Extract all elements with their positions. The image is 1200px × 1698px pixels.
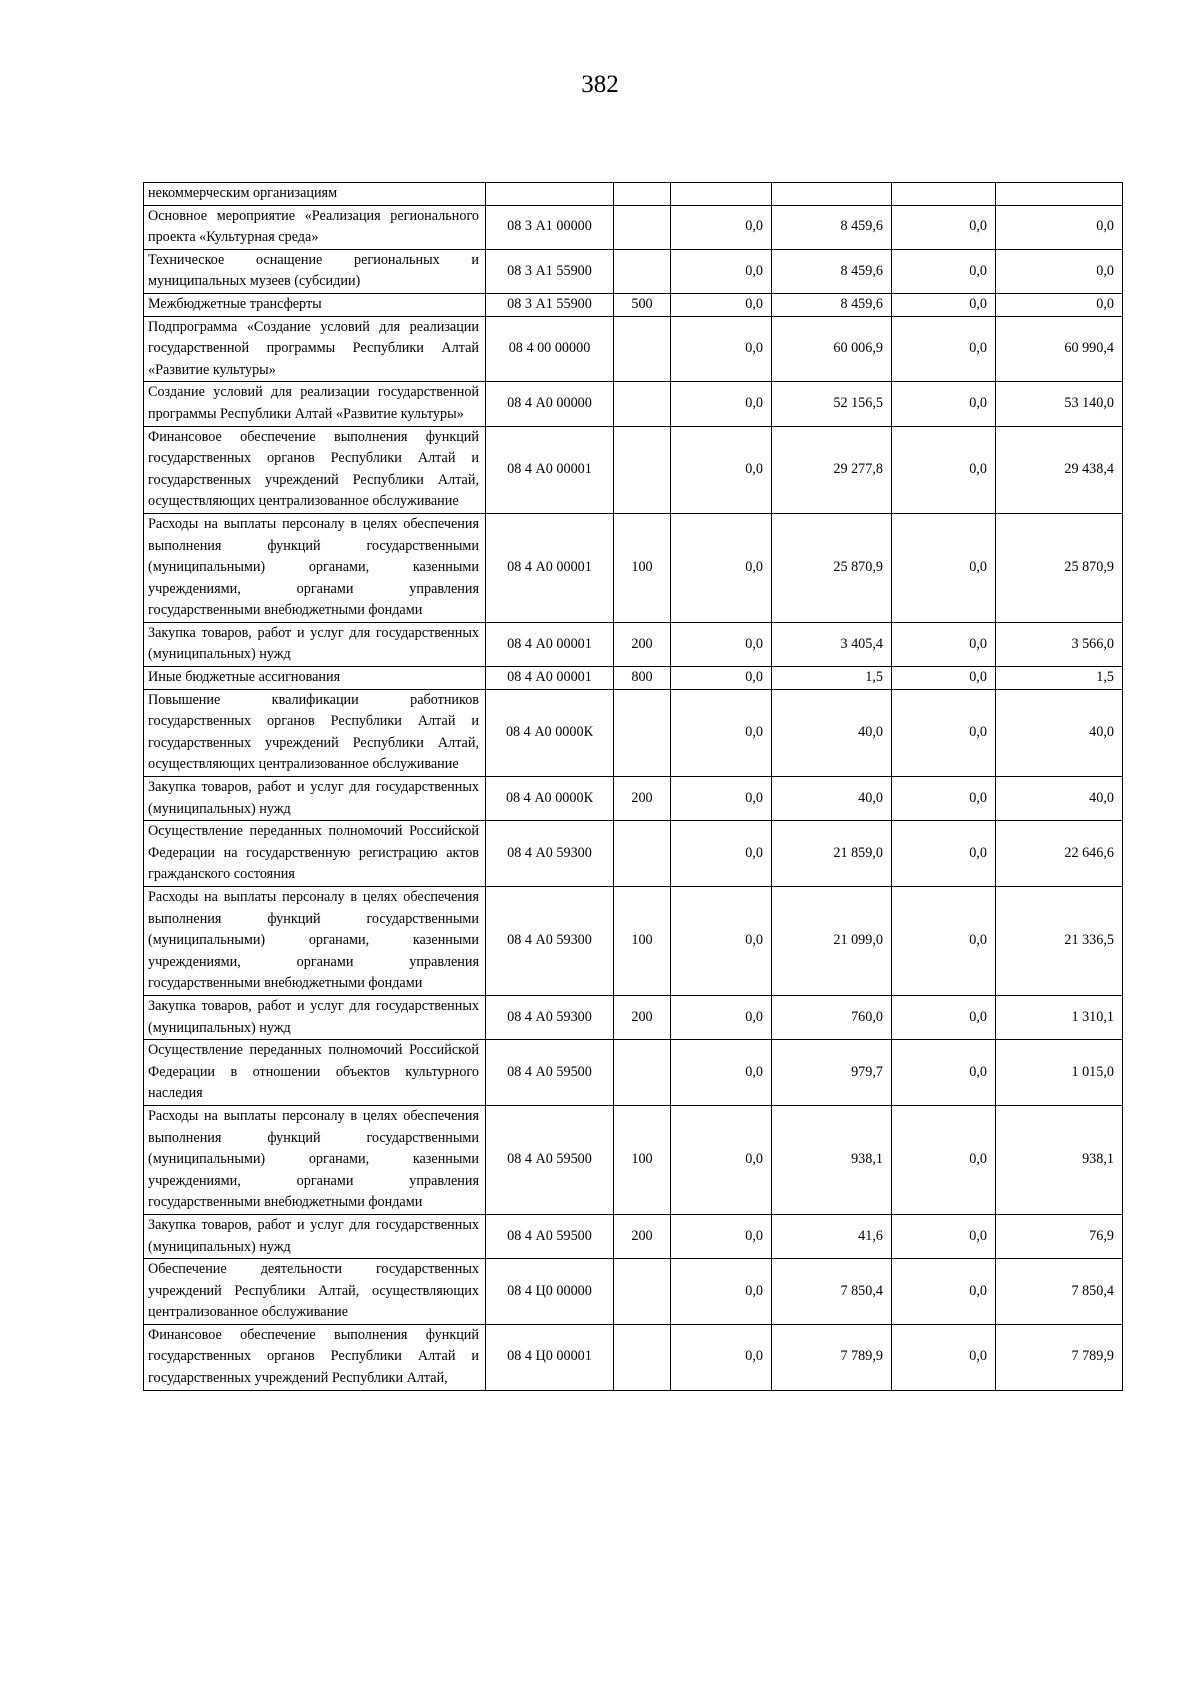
row-name-cell: Обеспечение деятельности государственных учреждений Республики Алтай, осуществляющих централизованное обслуживание bbox=[144, 1259, 486, 1325]
row-value-4-cell: 53 140,0 bbox=[996, 382, 1123, 426]
row-value-4-cell: 29 438,4 bbox=[996, 426, 1123, 513]
row-expense-type-cell bbox=[614, 1324, 671, 1390]
row-value-2-cell: 40,0 bbox=[772, 689, 892, 776]
row-value-2-cell: 1,5 bbox=[772, 667, 892, 690]
row-name-cell: Закупка товаров, работ и услуг для государственных (муниципальных) нужд bbox=[144, 777, 486, 821]
row-name-cell: Подпрограмма «Создание условий для реализации государственной программы Республики Алтай «Развитие культуры» bbox=[144, 316, 486, 382]
row-code-cell: 08 3 А1 55900 bbox=[486, 293, 614, 316]
row-value-1-cell: 0,0 bbox=[671, 426, 772, 513]
row-code-cell bbox=[486, 183, 614, 206]
table-row bbox=[144, 1105, 1123, 1214]
row-value-1-cell: 0,0 bbox=[671, 382, 772, 426]
row-value-3-cell: 0,0 bbox=[892, 887, 996, 996]
row-value-1-cell: 0,0 bbox=[671, 887, 772, 996]
row-code-cell: 08 4 А0 0000К bbox=[486, 777, 614, 821]
row-code-cell: 08 4 00 00000 bbox=[486, 316, 614, 382]
row-expense-type-cell: 100 bbox=[614, 1105, 671, 1214]
page-number: 382 bbox=[581, 71, 619, 98]
row-value-4-cell: 0,0 bbox=[996, 205, 1123, 249]
row-value-4-cell: 0,0 bbox=[996, 249, 1123, 293]
row-value-3-cell: 0,0 bbox=[892, 821, 996, 887]
row-value-2-cell: 8 459,6 bbox=[772, 293, 892, 316]
row-value-2-cell: 7 789,9 bbox=[772, 1324, 892, 1390]
row-value-2-cell: 21 859,0 bbox=[772, 821, 892, 887]
row-value-2-cell: 41,6 bbox=[772, 1214, 892, 1258]
row-value-2-cell: 8 459,6 bbox=[772, 249, 892, 293]
row-value-1-cell: 0,0 bbox=[671, 821, 772, 887]
table-row bbox=[144, 777, 1123, 821]
table-row bbox=[144, 1040, 1123, 1106]
row-value-4-cell: 76,9 bbox=[996, 1214, 1123, 1258]
row-value-2-cell: 3 405,4 bbox=[772, 622, 892, 666]
row-value-1-cell: 0,0 bbox=[671, 1259, 772, 1325]
row-value-4-cell: 40,0 bbox=[996, 689, 1123, 776]
row-value-4-cell: 25 870,9 bbox=[996, 513, 1123, 622]
row-code-cell: 08 4 А0 00001 bbox=[486, 622, 614, 666]
row-value-3-cell: 0,0 bbox=[892, 1040, 996, 1106]
row-value-3-cell: 0,0 bbox=[892, 293, 996, 316]
row-value-2-cell: 979,7 bbox=[772, 1040, 892, 1106]
row-expense-type-cell: 800 bbox=[614, 667, 671, 690]
row-value-3-cell: 0,0 bbox=[892, 1324, 996, 1390]
row-value-2-cell: 938,1 bbox=[772, 1105, 892, 1214]
table-row bbox=[144, 382, 1123, 426]
row-value-3-cell: 0,0 bbox=[892, 689, 996, 776]
row-code-cell: 08 4 А0 00000 bbox=[486, 382, 614, 426]
row-value-1-cell: 0,0 bbox=[671, 777, 772, 821]
row-value-1-cell: 0,0 bbox=[671, 1040, 772, 1106]
row-value-1-cell: 0,0 bbox=[671, 205, 772, 249]
row-name-cell: Техническое оснащение региональных и муниципальных музеев (субсидии) bbox=[144, 249, 486, 293]
row-value-4-cell: 7 850,4 bbox=[996, 1259, 1123, 1325]
row-code-cell: 08 4 А0 00001 bbox=[486, 513, 614, 622]
budget-table bbox=[143, 182, 1123, 1391]
row-name-cell: некоммерческим организациям bbox=[144, 183, 486, 206]
row-name-cell: Расходы на выплаты персоналу в целях обеспечения выполнения функций государственными (муниципальными) органами, казенными учреждениями, органами управления государственными внебюджетными фондами bbox=[144, 513, 486, 622]
row-value-3-cell bbox=[892, 183, 996, 206]
row-value-4-cell: 0,0 bbox=[996, 293, 1123, 316]
row-expense-type-cell: 200 bbox=[614, 622, 671, 666]
table-body bbox=[144, 183, 1123, 1391]
row-value-1-cell: 0,0 bbox=[671, 995, 772, 1039]
row-expense-type-cell bbox=[614, 316, 671, 382]
row-name-cell: Основное мероприятие «Реализация регионального проекта «Культурная среда» bbox=[144, 205, 486, 249]
row-code-cell: 08 4 А0 59300 bbox=[486, 821, 614, 887]
row-name-cell: Осуществление переданных полномочий Российской Федерации на государственную регистрацию актов гражданского состояния bbox=[144, 821, 486, 887]
row-value-3-cell: 0,0 bbox=[892, 1214, 996, 1258]
row-value-4-cell: 1 310,1 bbox=[996, 995, 1123, 1039]
row-expense-type-cell bbox=[614, 249, 671, 293]
row-value-1-cell: 0,0 bbox=[671, 689, 772, 776]
row-expense-type-cell: 100 bbox=[614, 887, 671, 996]
row-expense-type-cell bbox=[614, 382, 671, 426]
row-name-cell: Межбюджетные трансферты bbox=[144, 293, 486, 316]
row-expense-type-cell: 200 bbox=[614, 777, 671, 821]
row-value-3-cell: 0,0 bbox=[892, 382, 996, 426]
row-name-cell: Повышение квалификации работников государственных органов Республики Алтай и государственных учреждений Республики Алтай, осуществляющих централизованное обслуживание bbox=[144, 689, 486, 776]
row-name-cell: Создание условий для реализации государственной программы Республики Алтай «Развитие культуры» bbox=[144, 382, 486, 426]
row-value-3-cell: 0,0 bbox=[892, 995, 996, 1039]
table-row bbox=[144, 1324, 1123, 1390]
row-value-3-cell: 0,0 bbox=[892, 622, 996, 666]
table-row bbox=[144, 1259, 1123, 1325]
row-value-3-cell: 0,0 bbox=[892, 1259, 996, 1325]
row-value-3-cell: 0,0 bbox=[892, 316, 996, 382]
row-code-cell: 08 4 А0 59300 bbox=[486, 995, 614, 1039]
row-expense-type-cell bbox=[614, 183, 671, 206]
row-expense-type-cell bbox=[614, 1259, 671, 1325]
row-name-cell: Финансовое обеспечение выполнения функций государственных органов Республики Алтай и государственных учреждений Республики Алтай, bbox=[144, 1324, 486, 1390]
row-code-cell: 08 4 А0 00001 bbox=[486, 667, 614, 690]
table-row bbox=[144, 821, 1123, 887]
row-code-cell: 08 3 А1 55900 bbox=[486, 249, 614, 293]
table-row bbox=[144, 689, 1123, 776]
row-value-1-cell: 0,0 bbox=[671, 513, 772, 622]
row-value-1-cell: 0,0 bbox=[671, 293, 772, 316]
row-value-4-cell: 3 566,0 bbox=[996, 622, 1123, 666]
row-value-4-cell: 40,0 bbox=[996, 777, 1123, 821]
table-row bbox=[144, 887, 1123, 996]
row-value-4-cell: 1 015,0 bbox=[996, 1040, 1123, 1106]
row-value-2-cell: 7 850,4 bbox=[772, 1259, 892, 1325]
table-row bbox=[144, 667, 1123, 690]
row-name-cell: Иные бюджетные ассигнования bbox=[144, 667, 486, 690]
row-expense-type-cell: 200 bbox=[614, 995, 671, 1039]
row-value-2-cell: 29 277,8 bbox=[772, 426, 892, 513]
row-code-cell: 08 4 А0 0000К bbox=[486, 689, 614, 776]
row-code-cell: 08 4 Ц0 00001 bbox=[486, 1324, 614, 1390]
row-name-cell: Осуществление переданных полномочий Российской Федерации в отношении объектов культурного наследия bbox=[144, 1040, 486, 1106]
table-row bbox=[144, 205, 1123, 249]
table-row bbox=[144, 293, 1123, 316]
row-value-2-cell: 760,0 bbox=[772, 995, 892, 1039]
row-value-2-cell bbox=[772, 183, 892, 206]
row-value-3-cell: 0,0 bbox=[892, 777, 996, 821]
row-value-1-cell: 0,0 bbox=[671, 622, 772, 666]
row-code-cell: 08 4 А0 59500 bbox=[486, 1214, 614, 1258]
row-value-2-cell: 60 006,9 bbox=[772, 316, 892, 382]
row-name-cell: Закупка товаров, работ и услуг для государственных (муниципальных) нужд bbox=[144, 1214, 486, 1258]
row-value-2-cell: 52 156,5 bbox=[772, 382, 892, 426]
table-row bbox=[144, 249, 1123, 293]
table-row bbox=[144, 622, 1123, 666]
row-code-cell: 08 3 А1 00000 bbox=[486, 205, 614, 249]
row-value-3-cell: 0,0 bbox=[892, 249, 996, 293]
row-expense-type-cell bbox=[614, 205, 671, 249]
row-expense-type-cell: 100 bbox=[614, 513, 671, 622]
row-name-cell: Закупка товаров, работ и услуг для государственных (муниципальных) нужд bbox=[144, 995, 486, 1039]
row-value-4-cell: 22 646,6 bbox=[996, 821, 1123, 887]
row-value-2-cell: 40,0 bbox=[772, 777, 892, 821]
row-expense-type-cell bbox=[614, 689, 671, 776]
row-value-1-cell: 0,0 bbox=[671, 667, 772, 690]
row-value-3-cell: 0,0 bbox=[892, 667, 996, 690]
row-value-2-cell: 21 099,0 bbox=[772, 887, 892, 996]
row-value-3-cell: 0,0 bbox=[892, 513, 996, 622]
row-name-cell: Финансовое обеспечение выполнения функций государственных органов Республики Алтай и государственных учреждений Республики Алтай, осуществляющих централизованное обслуживание bbox=[144, 426, 486, 513]
row-name-cell: Расходы на выплаты персоналу в целях обеспечения выполнения функций государственными (муниципальными) органами, казенными учреждениями, органами управления государственными внебюджетными фондами bbox=[144, 887, 486, 996]
table-row bbox=[144, 1214, 1123, 1258]
table-row bbox=[144, 513, 1123, 622]
row-value-4-cell: 1,5 bbox=[996, 667, 1123, 690]
row-code-cell: 08 4 А0 59500 bbox=[486, 1105, 614, 1214]
row-value-4-cell: 60 990,4 bbox=[996, 316, 1123, 382]
row-name-cell: Закупка товаров, работ и услуг для государственных (муниципальных) нужд bbox=[144, 622, 486, 666]
row-code-cell: 08 4 А0 59300 bbox=[486, 887, 614, 996]
row-value-4-cell: 7 789,9 bbox=[996, 1324, 1123, 1390]
row-expense-type-cell: 200 bbox=[614, 1214, 671, 1258]
row-value-4-cell: 21 336,5 bbox=[996, 887, 1123, 996]
row-value-1-cell: 0,0 bbox=[671, 316, 772, 382]
row-value-3-cell: 0,0 bbox=[892, 426, 996, 513]
table-row bbox=[144, 316, 1123, 382]
row-expense-type-cell bbox=[614, 1040, 671, 1106]
row-value-4-cell bbox=[996, 183, 1123, 206]
row-expense-type-cell: 500 bbox=[614, 293, 671, 316]
row-value-2-cell: 25 870,9 bbox=[772, 513, 892, 622]
row-value-3-cell: 0,0 bbox=[892, 1105, 996, 1214]
row-value-2-cell: 8 459,6 bbox=[772, 205, 892, 249]
table-row bbox=[144, 426, 1123, 513]
row-value-1-cell: 0,0 bbox=[671, 1105, 772, 1214]
row-expense-type-cell bbox=[614, 426, 671, 513]
row-value-4-cell: 938,1 bbox=[996, 1105, 1123, 1214]
row-expense-type-cell bbox=[614, 821, 671, 887]
row-code-cell: 08 4 А0 59500 bbox=[486, 1040, 614, 1106]
table-row bbox=[144, 995, 1123, 1039]
row-value-1-cell: 0,0 bbox=[671, 249, 772, 293]
row-value-1-cell bbox=[671, 183, 772, 206]
row-code-cell: 08 4 Ц0 00000 bbox=[486, 1259, 614, 1325]
row-code-cell: 08 4 А0 00001 bbox=[486, 426, 614, 513]
row-value-1-cell: 0,0 bbox=[671, 1324, 772, 1390]
row-value-3-cell: 0,0 bbox=[892, 205, 996, 249]
row-value-1-cell: 0,0 bbox=[671, 1214, 772, 1258]
row-name-cell: Расходы на выплаты персоналу в целях обеспечения выполнения функций государственными (муниципальными) органами, казенными учреждениями, органами управления государственными внебюджетными фондами bbox=[144, 1105, 486, 1214]
table-row bbox=[144, 183, 1123, 206]
